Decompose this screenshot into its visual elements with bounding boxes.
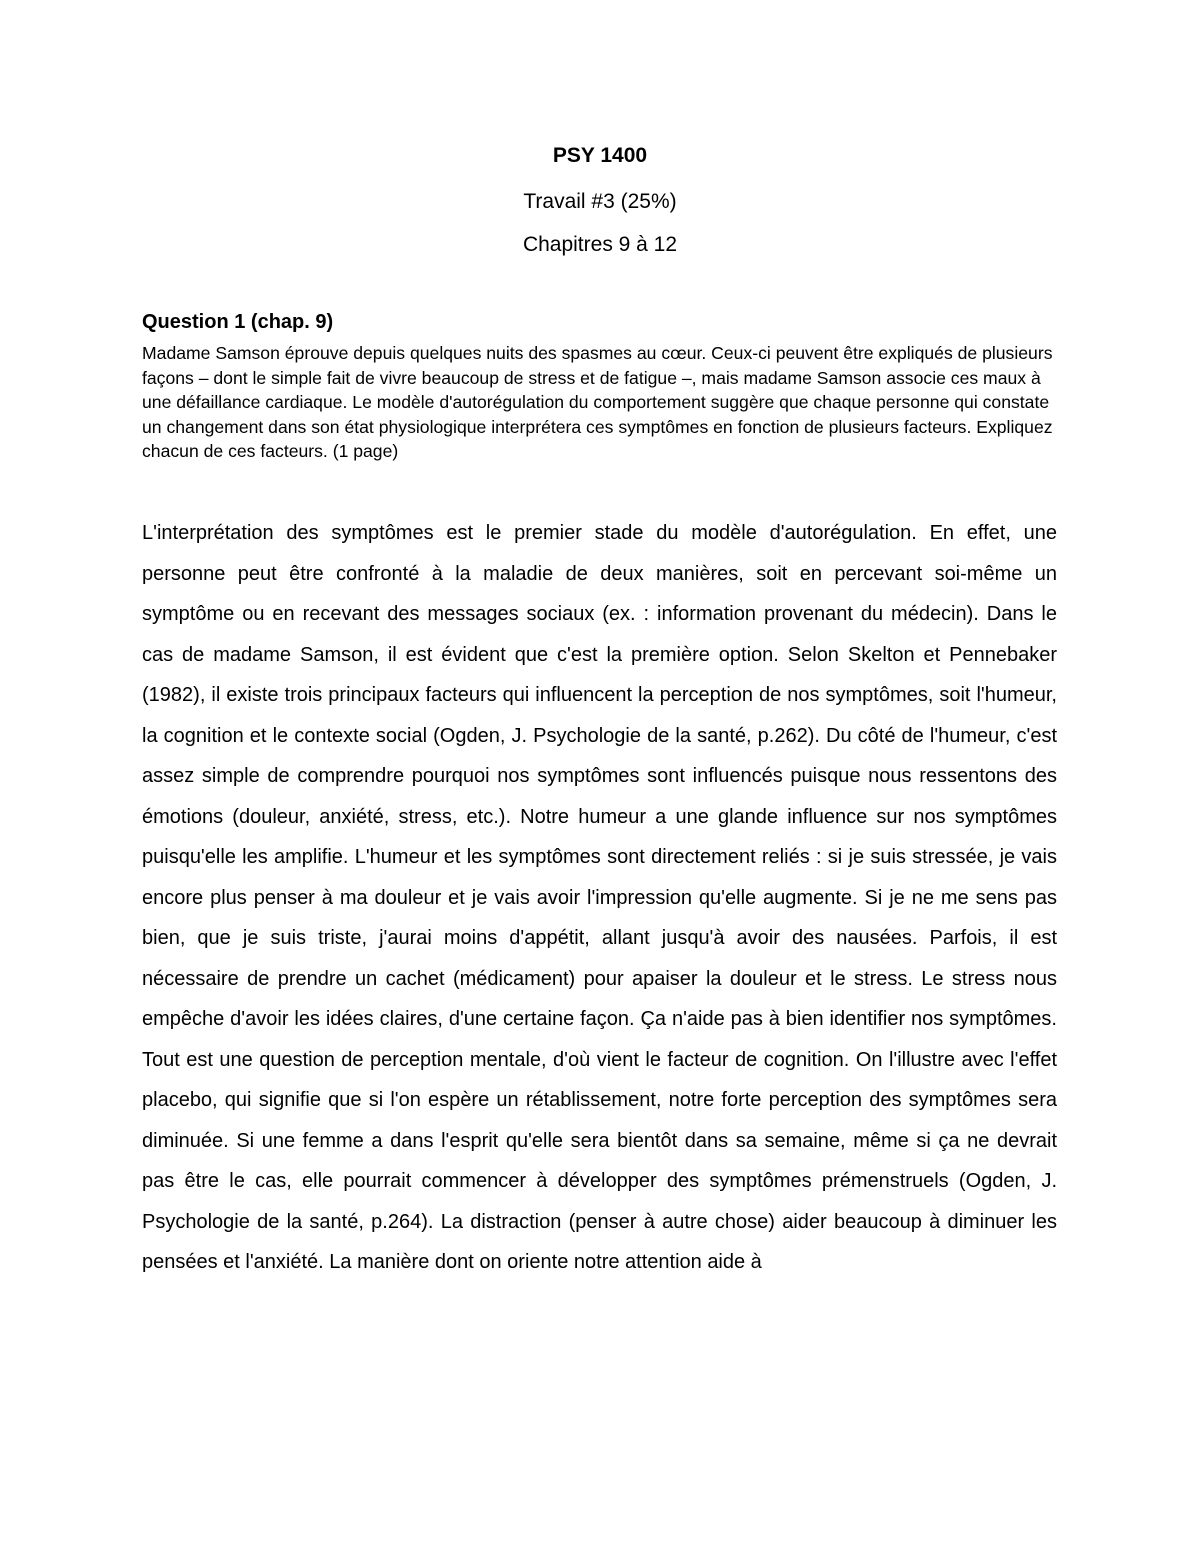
- course-code: PSY 1400: [552, 144, 648, 167]
- answer-paragraph: L'interprétation des symptômes est le premier stade du modèle d'autorégulation. En effet, une personne peut être confronté à la maladie de deux manières, soit en percevant soi-même un symptôme ou en recevant des messages sociaux (ex. : information provenant du médecin). Dans le cas de madame Samson, il est évident que c'est la première option. Selon Skelton et Pennebaker (1982), il existe trois principaux facteurs qui influencent la perception de nos symptômes, soit l'humeur, la cognition et le contexte social (Ogden, J. Psychologie de la santé, p.262). Du côté de l'humeur, c'est assez simple de comprendre pourquoi nos symptômes sont influencés puisque nous ressentons des émotions (douleur, anxiété, stress, etc.). Notre humeur a une glande influence sur nos symptômes puisqu'elle les amplifie. L'humeur et les symptômes sont directement reliés : si je suis stressée, je vais encore plus penser à ma douleur et je vais avoir l'impression qu'elle augmente. Si je ne me sens pas bien, que je suis triste, j'aurai moins d'appétit, allant jusqu'à avoir des nausées. Parfois, il est nécessaire de prendre un cachet (médicament) pour apaiser la douleur et le stress. Le stress nous empêche d'avoir les idées claires, d'une certaine façon. Ça n'aide pas à bien identifier nos symptômes. Tout est une question de perception mentale, d'où vient le facteur de cognition. On l'illustre avec l'effet placebo, qui signifie que si l'on espère un rétablissement, notre forte perception des symptômes sera diminuée. Si une femme a dans l'esprit qu'elle sera bientôt dans sa semaine, même si ça ne devrait pas être le cas, elle pourrait commencer à développer des symptômes prémenstruels (Ogden, J. Psychologie de la santé, p.264). La distraction (penser à autre chose) aider beaucoup à diminuer les pensées et l'anxiété. La manière dont on oriente notre attention aide à: [142, 522, 1057, 1273]
- assignment-title: Travail #3 (25%): [523, 190, 677, 213]
- chapters-range: Chapitres 9 à 12: [522, 233, 678, 256]
- question-title: Question 1 (chap. 9): [142, 311, 334, 333]
- question-prompt: Madame Samson éprouve depuis quelques nuits des spasmes au cœur. Ceux-ci peuvent être expliqués de plusieurs façons – dont le simple fait de vivre beaucoup de stress et de fatigue –, mais madame Samson associe ces maux à une défaillance cardiaque. Le modèle d'autorégulation du comportement suggère que chaque personne qui constate un changement dans son état physiologique interprétera ces symptômes en fonction de plusieurs facteurs. Expliquez chacun de ces facteurs. (1 page): [142, 343, 1053, 462]
